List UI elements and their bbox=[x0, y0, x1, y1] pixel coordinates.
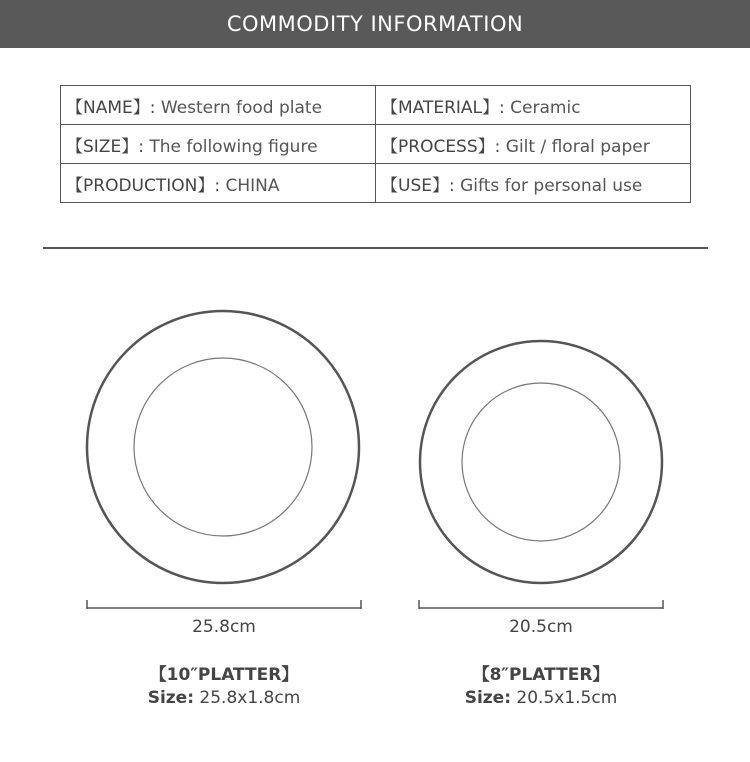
plate-10-title: 【10″PLATTER】 bbox=[149, 665, 299, 685]
process-value: Gilt / floral paper bbox=[505, 136, 650, 157]
production-value: CHINA bbox=[225, 175, 280, 196]
plates-diagram bbox=[0, 300, 750, 615]
plate-8-size-label: Size: bbox=[464, 688, 512, 708]
use-value: Gifts for personal use bbox=[460, 175, 643, 196]
table-row bbox=[61, 125, 691, 164]
plate-10-size-label: Size: bbox=[147, 688, 195, 708]
section-header bbox=[0, 0, 750, 48]
plate-8-dimension-bracket bbox=[419, 600, 663, 609]
plate-8-diameter-label: 20.5cm bbox=[509, 617, 573, 637]
table-row bbox=[61, 164, 691, 203]
material-cell bbox=[376, 86, 691, 125]
name-label: 【NAME】: bbox=[66, 97, 156, 118]
plate-10-size-value: 25.8x1.8cm bbox=[199, 688, 301, 708]
table-row bbox=[61, 86, 691, 125]
plate-8-title: 【8″PLATTER】 bbox=[472, 665, 610, 685]
production-label: 【PRODUCTION】: bbox=[66, 175, 221, 196]
plate-10-inner-well bbox=[134, 358, 312, 536]
size-label: 【SIZE】: bbox=[66, 136, 144, 157]
name-value: Western food plate bbox=[160, 97, 323, 118]
plate-8-size-value: 20.5x1.5cm bbox=[516, 688, 618, 708]
material-label: 【MATERIAL】: bbox=[381, 97, 505, 118]
use-cell bbox=[376, 164, 691, 203]
plate-10-diameter-label: 25.8cm bbox=[192, 617, 256, 637]
divider-line bbox=[43, 247, 708, 249]
use-label: 【USE】: bbox=[381, 175, 455, 196]
plate-10-dimension-bracket bbox=[87, 600, 361, 609]
name-cell bbox=[61, 86, 376, 125]
size-value: The following figure bbox=[149, 136, 318, 157]
size-cell bbox=[61, 125, 376, 164]
plate-8-inner-well bbox=[462, 383, 620, 541]
plate-8-outer-rim bbox=[420, 341, 662, 583]
material-value: Ceramic bbox=[510, 97, 581, 118]
production-cell bbox=[61, 164, 376, 203]
plate-10-outer-rim bbox=[87, 311, 359, 583]
plate-10-size bbox=[104, 688, 344, 708]
plate-8-size bbox=[421, 688, 661, 708]
header-title: COMMODITY INFORMATION bbox=[226, 12, 524, 36]
commodity-info-table bbox=[60, 85, 691, 203]
process-label: 【PROCESS】: bbox=[381, 136, 501, 157]
process-cell bbox=[376, 125, 691, 164]
